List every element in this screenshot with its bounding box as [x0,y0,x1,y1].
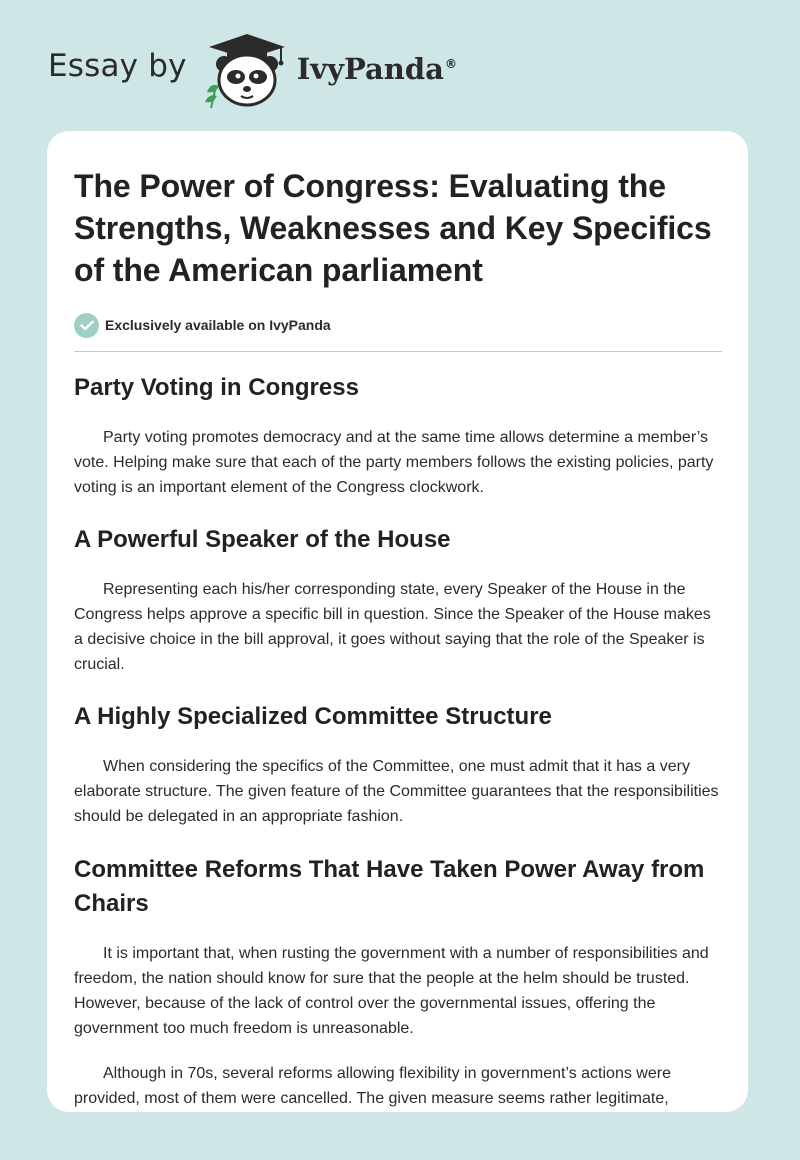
section-heading: Party Voting in Congress [74,374,359,401]
section-heading: A Highly Specialized Committee Structure [74,703,552,730]
section-heading: Committee Reforms That Have Taken Power Away from Chairs [74,856,705,917]
section-party-voting [74,371,721,500]
section-heading: A Powerful Speaker of the House [74,526,451,553]
section-speaker-of-house [74,523,721,677]
section-committee-structure [74,700,721,829]
brand-header [48,30,457,110]
section-committee-reforms [74,853,721,1111]
panda-graduate-icon [201,30,293,110]
section-paragraph: Party voting promotes democracy and at the same time allows determine a member’s vote. Helping make sure that each of the party members follows the existing policies, party voting is an important element of the Congress clockwork. [74,429,714,496]
section-paragraph: Although in 70s, several reforms allowing flexibility in government’s actions were provided, most of them were cancelled. The given measure seems rather legitimate, [74,1065,671,1107]
section-paragraph: When considering the specifics of the Committee, one must admit that it has a very elaborate structure. The given feature of the Committee guarantees that the responsibilities should be delegated in an appropriate fashion. [74,758,719,825]
exclusive-text: Exclusively available on IvyPanda [105,317,331,333]
divider [74,351,722,352]
section-paragraph: Representing each his/her corresponding state, every Speaker of the House in the Congress helps approve a specific bill in question. Since the Speaker of the House makes a decisive choice in the bill approval, it goes without saying that the role of the Speaker is crucial. [74,581,711,673]
section-paragraph: It is important that, when rusting the government with a number of responsibilities and freedom, the nation should know for sure that the people at the helm should be trusted. However, because of the lack of control over the governmental issues, offering the government too much freedom is unreasonable. [74,945,709,1037]
essay-title: The Power of Congress: Evaluating the Strengths, Weaknesses and Key Specifics of the American parliament [74,168,712,288]
brand-name: IvyPanda® [296,52,457,86]
exclusive-badge [74,312,721,338]
essay-card [47,131,748,1112]
brand-prefix: Essay by [48,48,187,84]
check-icon [74,313,99,338]
registered-mark: ® [444,57,457,72]
